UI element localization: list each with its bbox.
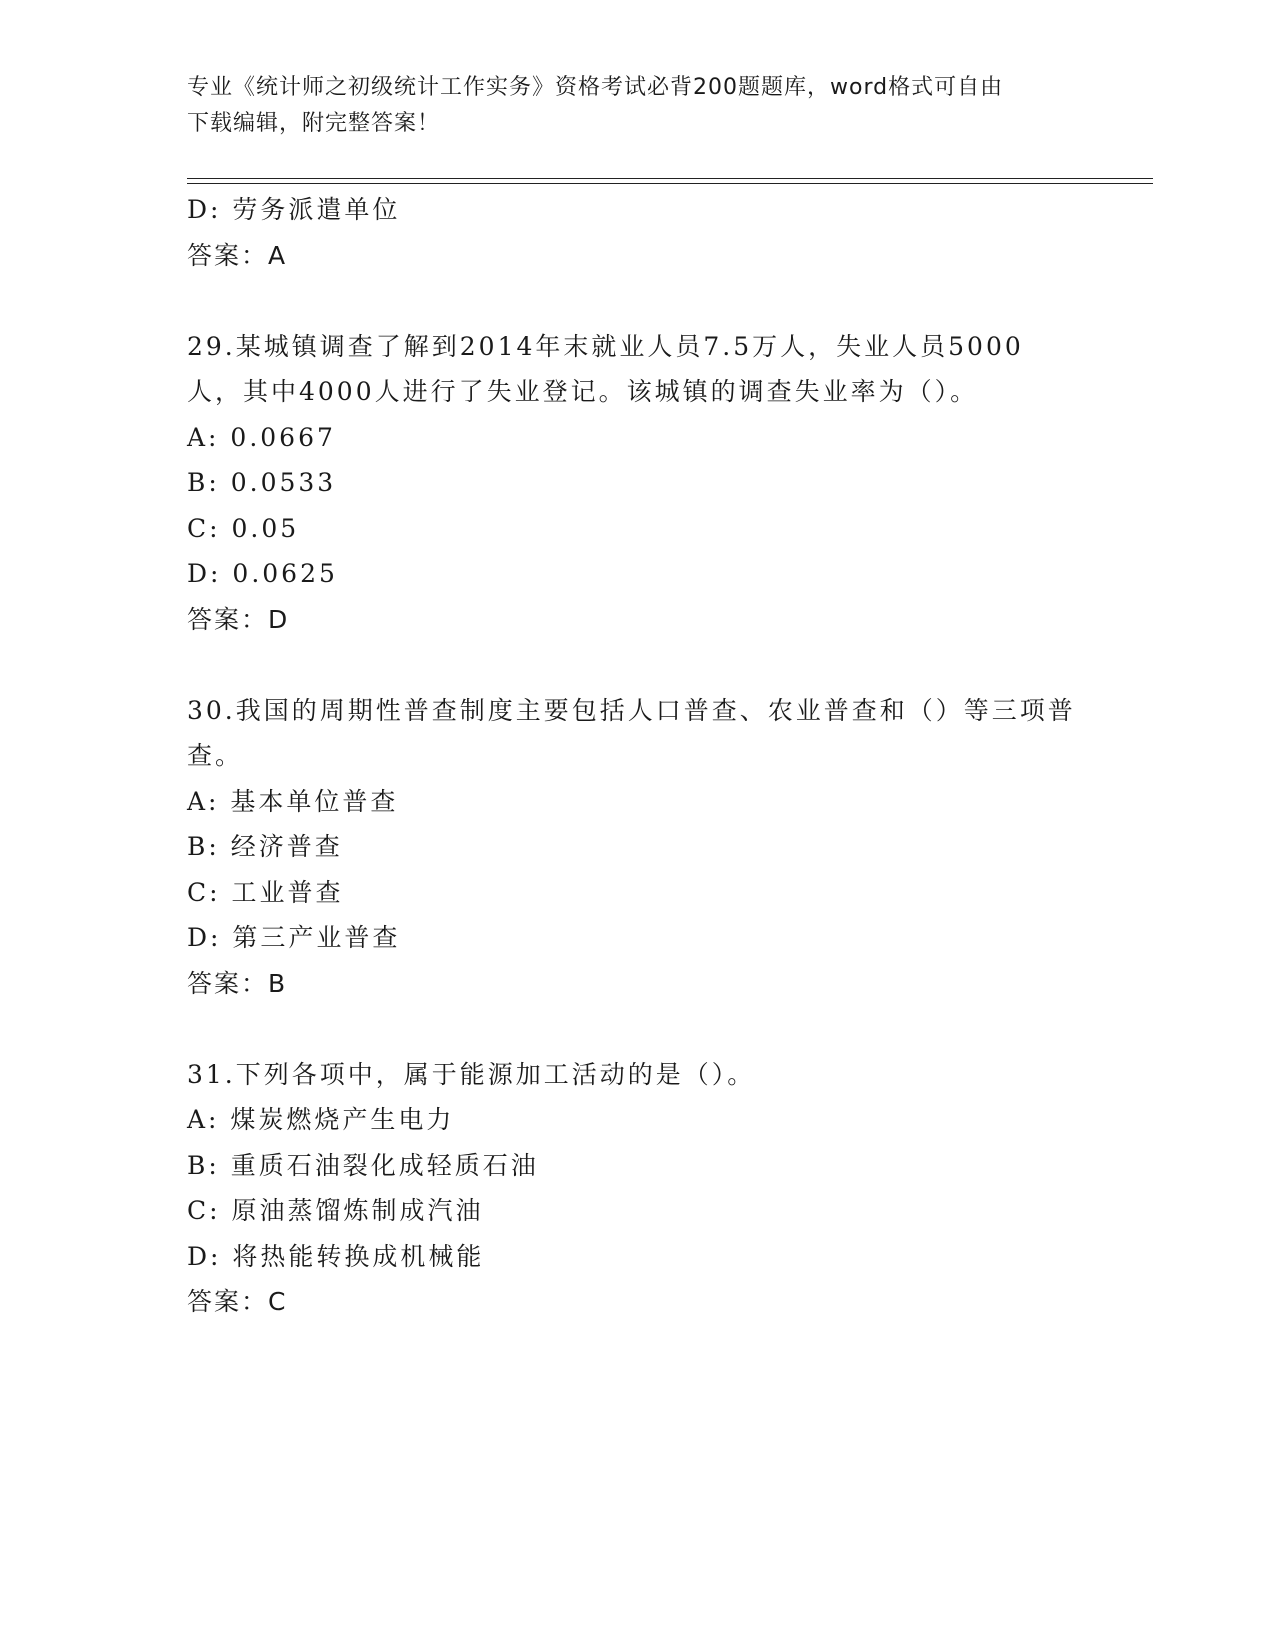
option-b: B: 重质石油裂化成轻质石油 [187, 1150, 539, 1180]
prev-option-d: D: 劳务派遣单位 [187, 195, 401, 224]
question-stem: 29.某城镇调查了解到2014年末就业人员7.5万人，失业人员5000人，其中4000人进行了失业登记。该城镇的调查失业率为（）。 [187, 331, 1024, 406]
question-31 [187, 1052, 1087, 1325]
question-stem: 30.我国的周期性普查制度主要包括人口普查、农业普查和（）等三项普查。 [187, 695, 1076, 770]
option-c: C: 0.05 [187, 513, 300, 543]
question-29 [187, 324, 1087, 643]
answer: 答案：D [187, 604, 290, 634]
option-d: D: 将热能转换成机械能 [187, 1241, 485, 1271]
option-d: D: 0.0625 [187, 559, 338, 588]
option-a: A: 煤炭燃烧产生电力 [187, 1105, 455, 1134]
answer: 答案：B [187, 968, 288, 998]
option-d: D: 第三产业普查 [187, 923, 401, 952]
option-c: C: 工业普查 [187, 877, 344, 907]
header-divider-thin [187, 183, 1153, 184]
option-a: A: 基本单位普查 [187, 786, 399, 816]
question-list [187, 187, 1087, 1325]
question-30 [187, 688, 1087, 1007]
option-c: C: 原油蒸馏炼制成汽油 [187, 1196, 484, 1225]
answer: 答案：C [187, 1287, 288, 1316]
prev-answer: 答案：A [187, 240, 288, 270]
page-header [187, 70, 1087, 142]
option-b: B: 经济普查 [187, 832, 343, 861]
header-line-1: 专业《统计师之初级统计工作实务》资格考试必背200题题库，word格式可自由 [187, 75, 1004, 100]
option-b: B: 0.0533 [187, 468, 337, 497]
header-line-2: 下载编辑，附完整答案！ [187, 111, 441, 136]
question-stem: 31.下列各项中，属于能源加工活动的是（）。 [187, 1059, 756, 1089]
header-divider [187, 178, 1153, 179]
option-a: A: 0.0667 [187, 422, 336, 452]
